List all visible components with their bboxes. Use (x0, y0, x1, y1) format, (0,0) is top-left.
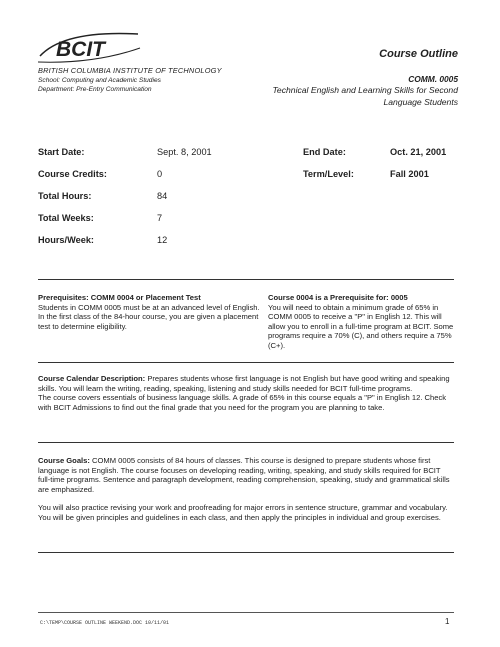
doc-type: Course Outline (379, 48, 458, 60)
calendar-description (38, 374, 454, 412)
credits-label: Course Credits: (38, 169, 107, 179)
bcit-logo (34, 26, 144, 70)
goals-text-2: You will also practice revising your work and proofreading for major errors in sentence structure, grammar and vocabulary. You will be given principles and guidelines in each class, and then apply the principles in individual and group exercises. (38, 503, 448, 522)
school-name: School: Computing and Academic Studies (38, 77, 161, 84)
term-value: Fall 2001 (390, 169, 429, 179)
footer-path: C:\TEMP\COURSE OUTLINE WEEKEND.DOC 10/11/01 (40, 620, 170, 626)
prereq-heading: Prerequisites: COMM 0004 or Placement Test (38, 293, 201, 302)
hours-week-value: 12 (157, 235, 168, 245)
calendar-text-2: The course covers essentials of business language skills. A grade of 65% in this course equals a "P" in English 12. Check with BCIT Admissions to find out the final grade that you need for the program you are planning to take. (38, 393, 447, 412)
logo-text: BCIT (56, 38, 105, 61)
weeks-label: Total Weeks: (38, 213, 94, 223)
hours-label: Total Hours: (38, 191, 92, 201)
school-dept (38, 77, 161, 94)
course-goals (38, 456, 454, 523)
course-title: Technical English and Learning Skills for Second Language Students (272, 85, 458, 107)
hours-value: 84 (157, 191, 168, 201)
calendar-text-1: Prepares students whose first language is not English but have good writing and speaking skills. You will learn the writing, reading, speaking, listening and study skills needed for BCIT full-time programs. (38, 374, 450, 393)
department-name: Department: Pre-Entry Communication (38, 85, 152, 93)
prereq-text: Students in COMM 0005 must be at an advanced level of English. In the first class of the 84-hour course, you are given a placement test to determine eligibility. (38, 302, 260, 331)
prereq-left (38, 293, 263, 331)
calendar-heading: Course Calendar Description: (38, 374, 146, 383)
goals-text-1: COMM 0005 consists of 84 hours of classes. This course is designed to prepare students whose first language is not English. The course focuses on developing reading, writing, speaking, and study skills required for BCIT full-time programs. Sentence and paragraph development, reading comprehension, speaking, study and grammatical skills are emphasized. (38, 456, 450, 494)
prereq-for-text: You will need to obtain a minimum grade of 65% in COMM 0005 to receive a "P" in English 12. This will allow you to enroll in a full-time program at BCIT. Some programs require a 70% (C), and others require a 75% (C+). (268, 302, 454, 350)
footer-rule (38, 612, 454, 613)
divider (38, 279, 454, 280)
institution-name: BRITISH COLUMBIA INSTITUTE OF TECHNOLOGY (38, 66, 222, 75)
hours-week-label: Hours/Week: (38, 235, 94, 245)
divider (38, 362, 454, 363)
divider (38, 442, 454, 443)
weeks-value: 7 (157, 213, 163, 223)
start-date-label: Start Date: (38, 147, 85, 157)
course-code: COMM. 0005 (408, 74, 458, 84)
page-number: 1 (445, 617, 450, 626)
divider (38, 552, 454, 553)
term-label: Term/Level: (303, 169, 354, 179)
prereq-right (268, 293, 460, 351)
end-date-label: End Date: (303, 147, 346, 157)
prereq-for-heading: Course 0004 is a Prerequisite for: 0005 (268, 293, 408, 302)
credits-value: 0 (157, 169, 163, 179)
start-date-value: Sept. 8, 2001 (157, 147, 212, 157)
goals-heading: Course Goals: (38, 456, 90, 465)
end-date-value: Oct. 21, 2001 (390, 147, 447, 157)
